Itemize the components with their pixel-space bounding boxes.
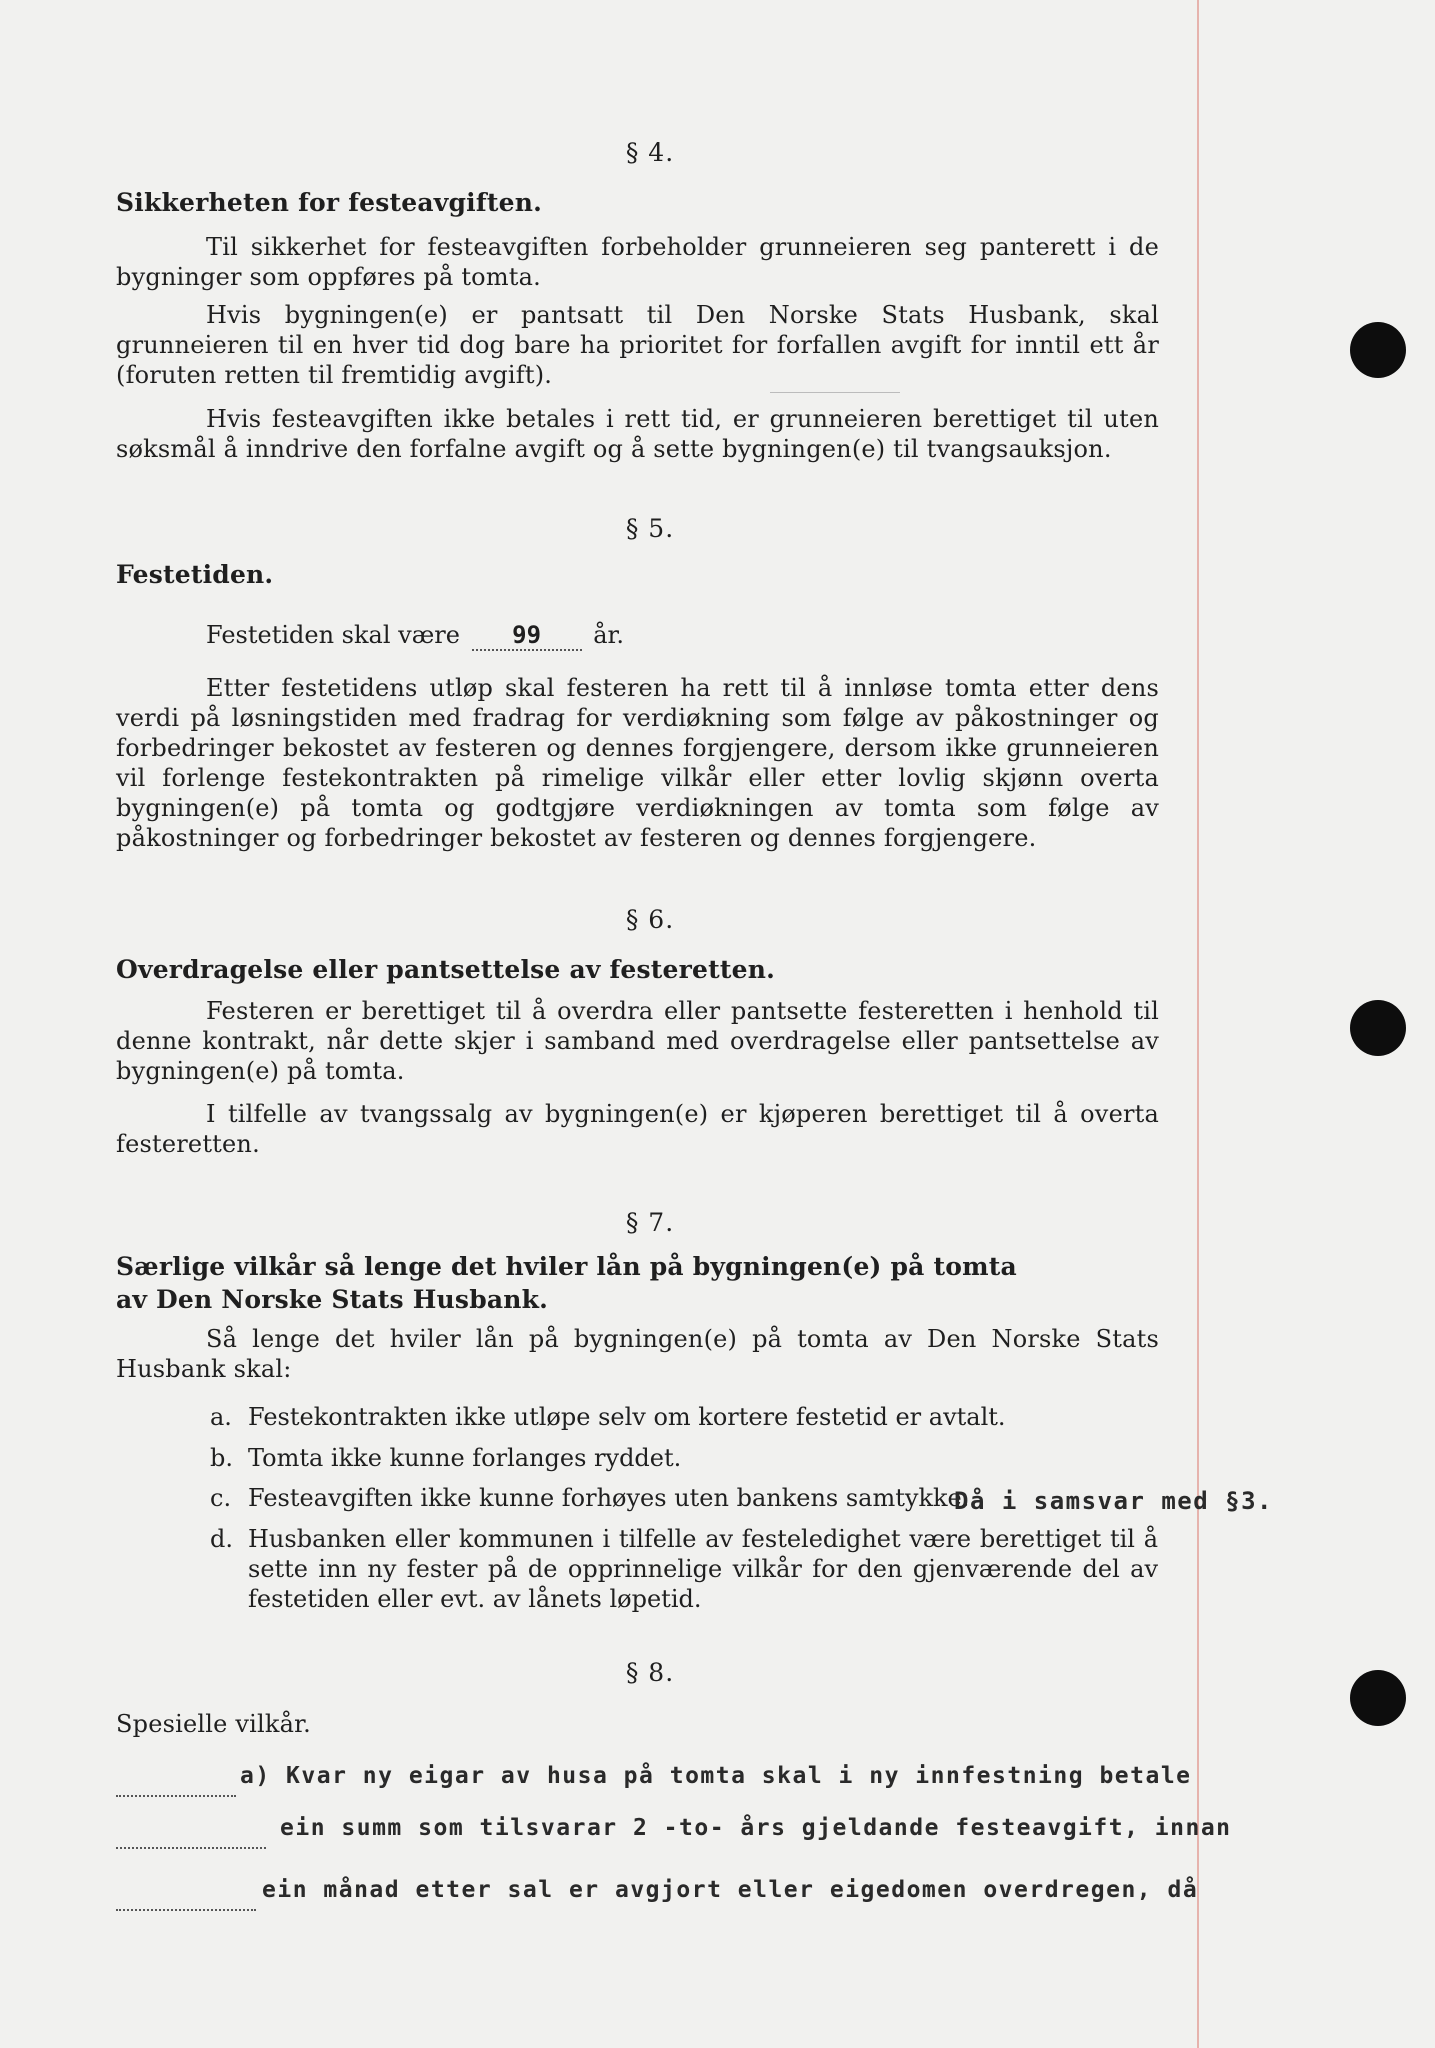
pencil-stroke xyxy=(770,392,900,393)
punch-hole xyxy=(1350,1000,1406,1056)
condition-label: d. xyxy=(210,1525,233,1553)
condition-text: Festekontrakten ikke utløpe selv om kortere festetid er avtalt. xyxy=(248,1403,1006,1431)
term-prefix: Festetiden skal være xyxy=(206,621,460,649)
condition-label: b. xyxy=(210,1444,233,1472)
section-5-paragraph-1: Etter festetidens utløp skal festeren ha rett til å innløse tomta etter dens verdi på løsningstiden med fradrag for verdiøkning som følge av påkostninger og forbedringer bekostet av festeren og dennes forgjengere, dersom ikke grunneieren vil forlenge festekontrakten på rimelige vilkår eller etter lovlig skjønn overta bygningen(e) på tomta og godtgjøre verdiøkningen av tomta som følge av påkostninger og forbedringer bekostet av festeren og dennes forgjengere. xyxy=(116,674,1159,852)
term-line xyxy=(206,621,624,651)
section-7-heading-line-1: Særlige vilkår så lenge det hviler lån på bygningen(e) på tomta xyxy=(116,1252,1017,1281)
section-4-number: § 4. xyxy=(625,138,675,167)
term-value-text: 99 xyxy=(512,621,542,649)
section-5-number: § 5. xyxy=(625,514,675,543)
section-5-heading: Festetiden. xyxy=(116,560,274,589)
section-4-paragraph-1: Til sikkerhet for festeavgiften forbeholder grunneieren seg panterett i de bygninger som oppføres på tomta. xyxy=(116,233,1159,291)
typed-line-1: a) Kvar ny eigar av husa på tomta skal i ny innfestning betale xyxy=(240,1763,1192,1789)
punch-hole xyxy=(1350,322,1406,378)
section-6-number: § 6. xyxy=(625,905,675,934)
section-4-paragraph-2: Hvis bygningen(e) er pantsatt til Den Norske Stats Husbank, skal grunneieren til en hver tid dog bare ha prioritet for forfallen avgift for inntil ett år (foruten retten til fremtidig avgift). xyxy=(116,301,1159,389)
section-6-paragraph-2: I tilfelle av tvangssalg av bygningen(e) er kjøperen berettiget til å overta festeretten. xyxy=(116,1100,1159,1158)
section-4-paragraph-3: Hvis festeavgiften ikke betales i rett tid, er grunneieren berettiget til uten søksmål å inndrive den forfalne avgift og å sette bygningen(e) til tvangsauksjon. xyxy=(116,405,1159,463)
condition-text: Tomta ikke kunne forlanges ryddet. xyxy=(248,1444,682,1472)
condition-label: a. xyxy=(210,1403,232,1431)
section-6-heading: Overdragelse eller pantsettelse av festeretten. xyxy=(116,955,776,984)
term-suffix: år. xyxy=(593,621,625,649)
condition-label: c. xyxy=(210,1484,232,1512)
section-8-heading: Spesielle vilkår. xyxy=(116,1710,312,1738)
condition-text: Festeavgiften ikke kunne forhøyes uten bankens samtykke. xyxy=(248,1484,970,1512)
section-7-intro: Så lenge det hviler lån på bygningen(e) på tomta av Den Norske Stats Husbank skal: xyxy=(116,1325,1159,1383)
typed-line-2: ein summ som tilsvarar 2 -to- års gjeldande festeavgift, innan xyxy=(280,1815,1232,1841)
margin-rule xyxy=(1197,0,1199,2048)
section-8-number: § 8. xyxy=(625,1658,675,1687)
term-value xyxy=(472,621,582,651)
dotted-rule xyxy=(116,1909,256,1911)
punch-hole xyxy=(1350,1670,1406,1726)
dotted-rule xyxy=(116,1847,266,1849)
section-4-heading: Sikkerheten for festeavgiften. xyxy=(116,188,542,217)
condition-text: Husbanken eller kommunen i tilfelle av festeledighet være berettiget til å sette inn ny fester på de opprinnelige vilkår for den gjenværende del av festetiden eller evt. av lånets løpetid. xyxy=(248,1525,1158,1613)
section-6-paragraph-1: Festeren er berettiget til å overdra eller pantsette festeretten i henhold til denne kontrakt, når dette skjer i samband med overdragelse eller pantsettelse av bygningen(e) på tomta. xyxy=(116,997,1159,1085)
section-7-heading-line-2: av Den Norske Stats Husbank. xyxy=(116,1285,549,1314)
dotted-rule xyxy=(116,1795,236,1797)
section-7-number: § 7. xyxy=(625,1208,675,1237)
typed-addition: Då i samsvar med §3. xyxy=(954,1487,1273,1515)
typed-line-3: ein månad etter sal er avgjort eller eigedomen overdregen, då xyxy=(262,1877,1199,1903)
